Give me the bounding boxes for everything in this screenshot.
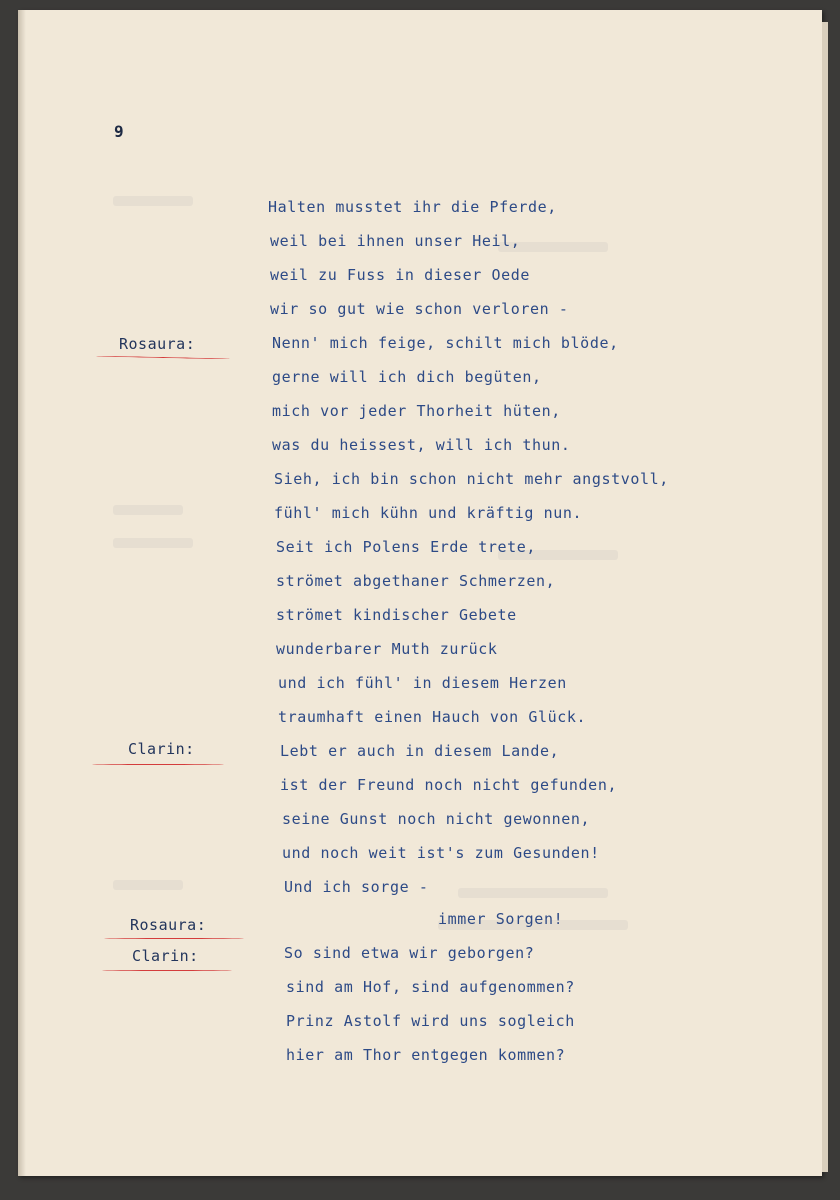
verse-line: Seit ich Polens Erde trete, xyxy=(276,538,537,556)
verse-line: wir so gut wie schon verloren - xyxy=(270,300,569,318)
verse-line: traumhaft einen Hauch von Glück. xyxy=(278,708,587,726)
verse-line: hier am Thor entgegen kommen? xyxy=(286,1046,566,1064)
verse-line: und ich fühl' in diesem Herzen xyxy=(278,674,567,692)
verse-line: strömet abgethaner Schmerzen, xyxy=(276,572,556,590)
verse-line: Halten musstet ihr die Pferde, xyxy=(268,198,557,216)
verse-line: immer Sorgen! xyxy=(438,910,564,928)
verse-line: fühl' mich kühn und kräftig nun. xyxy=(274,504,583,522)
page-spine xyxy=(18,10,26,1176)
verse-line: So sind etwa wir geborgen? xyxy=(284,944,535,962)
verse-line: gerne will ich dich begüten, xyxy=(272,368,542,386)
verse-line: Sieh, ich bin schon nicht mehr angstvoll, xyxy=(274,470,669,488)
red-underline xyxy=(96,356,230,360)
verse-line: weil bei ihnen unser Heil, xyxy=(270,232,521,250)
page-edge xyxy=(822,22,828,1172)
verse-line: strömet kindischer Gebete xyxy=(276,606,517,624)
red-underline xyxy=(104,938,244,939)
speaker-label: Clarin: xyxy=(132,947,199,965)
speaker-label: Rosaura: xyxy=(130,916,207,934)
verse-line: Und ich sorge - xyxy=(284,878,429,896)
show-through xyxy=(113,196,193,206)
page-number: 9 xyxy=(114,122,124,141)
verse-line: weil zu Fuss in dieser Oede xyxy=(270,266,531,284)
show-through xyxy=(458,888,608,898)
document-page xyxy=(18,10,822,1176)
verse-line: seine Gunst noch nicht gewonnen, xyxy=(282,810,591,828)
speaker-label: Rosaura: xyxy=(119,335,196,353)
speaker-label: Clarin: xyxy=(128,740,195,758)
verse-line: und noch weit ist's zum Gesunden! xyxy=(282,844,600,862)
verse-line: was du heissest, will ich thun. xyxy=(272,436,571,454)
verse-line: sind am Hof, sind aufgenommen? xyxy=(286,978,575,996)
verse-line: mich vor jeder Thorheit hüten, xyxy=(272,402,561,420)
show-through xyxy=(113,538,193,548)
show-through xyxy=(113,505,183,515)
verse-line: wunderbarer Muth zurück xyxy=(276,640,498,658)
verse-line: Nenn' mich feige, schilt mich blöde, xyxy=(272,334,619,352)
red-underline xyxy=(102,970,232,971)
verse-line: Lebt er auch in diesem Lande, xyxy=(280,742,560,760)
red-underline xyxy=(92,764,224,765)
verse-line: Prinz Astolf wird uns sogleich xyxy=(286,1012,575,1030)
verse-line: ist der Freund noch nicht gefunden, xyxy=(280,776,618,794)
show-through xyxy=(113,880,183,890)
